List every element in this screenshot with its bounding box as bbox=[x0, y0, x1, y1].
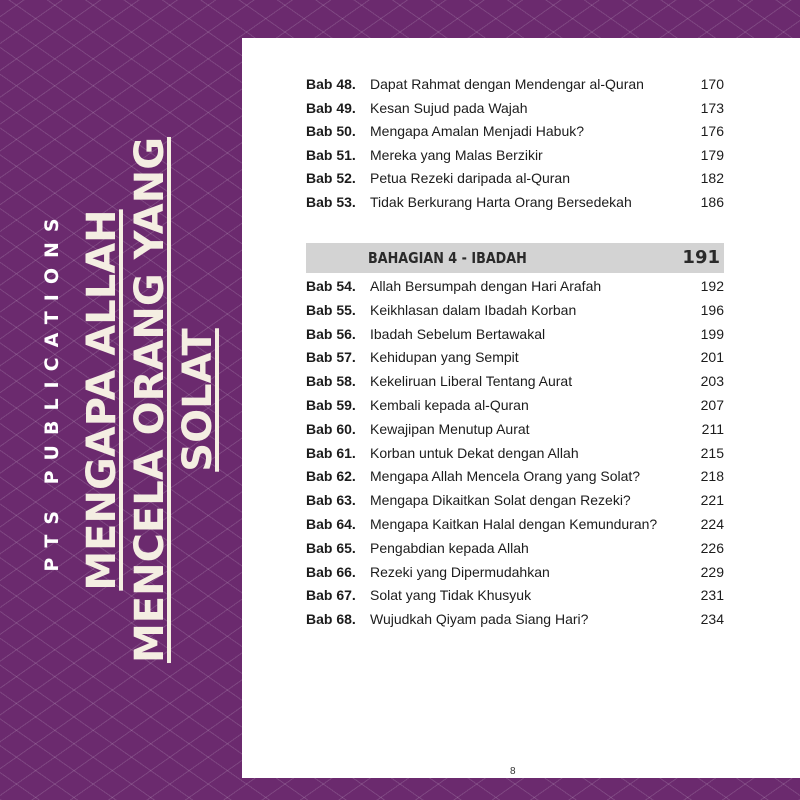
chapter-page: 203 bbox=[700, 373, 724, 390]
chapter-title: Dapat Rahmat dengan Mendengar al-Quran bbox=[370, 76, 644, 92]
toc-entry bbox=[306, 442, 724, 464]
page-number: 8 bbox=[510, 766, 516, 777]
chapter-title: Mengapa Kaitkan Halal dengan Kemunduran? bbox=[370, 516, 658, 532]
chapter-number: Bab 67. bbox=[306, 587, 356, 604]
section-label: BAHAGIAN 4 - IBADAH bbox=[368, 249, 527, 267]
chapter-title: Rezeki yang Dipermudahkan bbox=[370, 563, 550, 580]
toc-entry bbox=[306, 537, 724, 559]
chapter-title: Kekeliruan Liberal Tentang Aurat bbox=[370, 373, 573, 390]
chapter-page: 207 bbox=[700, 397, 724, 413]
chapter-number: Bab 54. bbox=[306, 278, 356, 294]
chapter-title: Kewajipan Menutup Aurat bbox=[370, 420, 530, 437]
chapter-page: 226 bbox=[700, 539, 724, 556]
toc-entry bbox=[306, 346, 724, 368]
toc-entry bbox=[306, 513, 724, 535]
chapter-number: Bab 63. bbox=[306, 492, 356, 509]
toc-entry bbox=[306, 299, 724, 321]
toc-entry bbox=[306, 144, 724, 166]
chapter-title: Keikhlasan dalam Ibadah Korban bbox=[370, 301, 577, 318]
toc-entry bbox=[306, 73, 724, 95]
chapter-page: 199 bbox=[700, 325, 724, 342]
toc-entry bbox=[306, 97, 724, 119]
toc-entry bbox=[306, 120, 724, 142]
chapter-number: Bab 55. bbox=[306, 301, 356, 318]
chapter-page: 182 bbox=[700, 170, 724, 187]
chapter-number: Bab 65. bbox=[306, 539, 356, 556]
toc-entry bbox=[306, 489, 724, 511]
chapter-page: 201 bbox=[700, 349, 724, 366]
book-title-line-3: SOLAT bbox=[175, 328, 221, 472]
section-header bbox=[306, 243, 724, 273]
chapter-number: Bab 59. bbox=[306, 397, 356, 413]
chapter-number: Bab 68. bbox=[306, 611, 356, 628]
chapter-number: Bab 61. bbox=[306, 444, 356, 461]
chapter-number: Bab 56. bbox=[306, 325, 356, 342]
chapter-number: Bab 57. bbox=[306, 349, 356, 366]
chapter-title: Solat yang Tidak Khusyuk bbox=[370, 587, 532, 604]
chapter-title: Mengapa Amalan Menjadi Habuk? bbox=[370, 123, 585, 140]
chapter-number: Bab 58. bbox=[306, 373, 356, 390]
chapter-page: 186 bbox=[700, 194, 724, 210]
chapter-title: Petua Rezeki daripada al-Quran bbox=[370, 170, 571, 187]
toc-entry bbox=[306, 370, 724, 392]
chapter-page: 231 bbox=[700, 587, 724, 604]
toc-page bbox=[242, 38, 800, 778]
chapter-page: 234 bbox=[700, 611, 724, 628]
toc-entry bbox=[306, 584, 724, 606]
chapter-page: 215 bbox=[700, 444, 724, 461]
chapter-page: 196 bbox=[700, 301, 724, 318]
section-page-number: 191 bbox=[682, 247, 720, 268]
chapter-title: Mengapa Allah Mencela Orang yang Solat? bbox=[370, 468, 641, 485]
chapter-title: Mereka yang Malas Berzikir bbox=[370, 146, 543, 163]
chapter-title: Korban untuk Dekat dengan Allah bbox=[370, 444, 579, 461]
chapter-page: 211 bbox=[701, 420, 724, 437]
chapter-number: Bab 48. bbox=[306, 76, 356, 92]
chapter-title: Tidak Berkurang Harta Orang Bersedekah bbox=[370, 194, 632, 210]
toc-entry bbox=[306, 608, 724, 630]
toc-entry bbox=[306, 191, 724, 213]
chapter-page: 176 bbox=[700, 123, 724, 140]
toc-entry bbox=[306, 465, 724, 487]
chapter-title: Kesan Sujud pada Wajah bbox=[370, 99, 528, 116]
chapter-number: Bab 49. bbox=[306, 99, 356, 116]
chapter-number: Bab 50. bbox=[306, 123, 356, 140]
chapter-title: Kehidupan yang Sempit bbox=[370, 349, 519, 366]
chapter-number: Bab 52. bbox=[306, 170, 356, 187]
chapter-page: 218 bbox=[700, 468, 724, 485]
chapter-page: 221 bbox=[700, 492, 724, 509]
chapter-number: Bab 60. bbox=[306, 420, 356, 437]
chapter-title: Mengapa Dikaitkan Solat dengan Rezeki? bbox=[370, 492, 631, 509]
chapter-page: 173 bbox=[700, 99, 724, 116]
chapter-number: Bab 66. bbox=[306, 563, 356, 580]
chapter-page: 170 bbox=[700, 76, 724, 92]
toc-entry bbox=[306, 323, 724, 345]
toc-entry bbox=[306, 167, 724, 189]
book-title-line-2: MENCELA ORANG YANG bbox=[127, 136, 173, 664]
chapter-number: Bab 62. bbox=[306, 468, 356, 485]
chapter-page: 229 bbox=[700, 563, 724, 580]
chapter-number: Bab 51. bbox=[306, 146, 356, 163]
chapter-title: Allah Bersumpah dengan Hari Arafah bbox=[370, 278, 602, 294]
chapter-title: Pengabdian kepada Allah bbox=[370, 539, 529, 556]
chapter-page: 224 bbox=[700, 516, 724, 532]
chapter-page: 192 bbox=[700, 278, 724, 294]
chapter-number: Bab 53. bbox=[306, 194, 356, 210]
toc-entry bbox=[306, 394, 724, 416]
chapter-page: 179 bbox=[700, 146, 724, 163]
toc-entry bbox=[306, 418, 724, 440]
book-title bbox=[78, 137, 222, 663]
chapter-title: Kembali kepada al-Quran bbox=[370, 397, 529, 413]
toc-entry bbox=[306, 275, 724, 297]
chapter-title: Ibadah Sebelum Bertawakal bbox=[370, 325, 546, 342]
book-title-line-1: MENGAPA ALLAH bbox=[79, 209, 125, 591]
chapter-number: Bab 64. bbox=[306, 516, 356, 532]
toc-entry bbox=[306, 561, 724, 583]
chapter-title: Wujudkah Qiyam pada Siang Hari? bbox=[370, 611, 589, 628]
publisher-name: PTS PUBLICATIONS bbox=[41, 208, 63, 572]
